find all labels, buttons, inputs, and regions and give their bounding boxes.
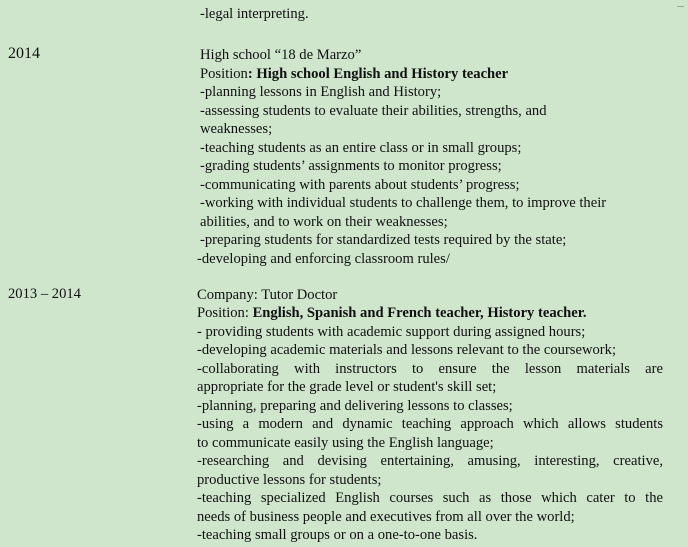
duty-line: -planning lessons in English and History; xyxy=(200,84,442,100)
duty-line: productive lessons for students; xyxy=(197,472,382,488)
duty-line: abilities, and to work on their weaknesses; xyxy=(200,214,448,230)
duty-line: needs of business people and executives from all over the world; xyxy=(197,509,575,525)
duty-line: -planning, preparing and delivering lessons to classes; xyxy=(197,398,513,414)
duty-line: -collaborating with instructors to ensure the lesson materials are xyxy=(197,361,663,377)
position-prefix: Position xyxy=(200,66,248,82)
position-prefix: Position: xyxy=(197,305,253,321)
duty-line: weaknesses; xyxy=(200,121,273,137)
entry-organization: High school “18 de Marzo” xyxy=(200,47,362,63)
duty-line: -grading students’ assignments to monitor progress; xyxy=(200,158,502,174)
duty-line: -researching and devising entertaining, amusing, interesting, creative, xyxy=(197,453,663,469)
entry-position xyxy=(197,304,587,322)
duty-line: -teaching small groups or on a one-to-one basis. xyxy=(197,527,478,543)
duty-line: -using a modern and dynamic teaching approach which allows students xyxy=(197,416,663,432)
duty-line: -developing and enforcing classroom rules/ xyxy=(197,251,450,267)
entry-organization: Company: Tutor Doctor xyxy=(197,287,338,303)
duty-line: to communicate easily using the English language; xyxy=(197,435,494,451)
duty-line: appropriate for the grade level or student's skill set; xyxy=(197,379,497,395)
position-title: : High school English and History teacher xyxy=(247,66,509,82)
duty-line: -assessing students to evaluate their abilities, strengths, and xyxy=(200,103,547,119)
duty-line: -communicating with parents about students’ progress; xyxy=(200,177,520,193)
position-title: English, Spanish and French teacher, History teacher. xyxy=(252,305,587,321)
entry-position xyxy=(200,65,508,83)
page-corner-marker xyxy=(677,2,684,7)
duty-line: -working with individual students to challenge them, to improve their xyxy=(200,195,607,211)
duty-line: -legal interpreting. xyxy=(200,6,309,22)
duty-line: -preparing students for standardized tests required by the state; xyxy=(200,232,567,248)
entry-years: 2013 – 2014 xyxy=(8,286,81,302)
entry-years: 2014 xyxy=(8,45,40,62)
duty-line: -teaching students as an entire class or in small groups; xyxy=(200,140,522,156)
duty-line: - providing students with academic support during assigned hours; xyxy=(197,324,586,340)
duty-line: -developing academic materials and lessons relevant to the coursework; xyxy=(197,342,617,358)
duty-line: -teaching specialized English courses such as those which cater to the xyxy=(197,490,663,506)
